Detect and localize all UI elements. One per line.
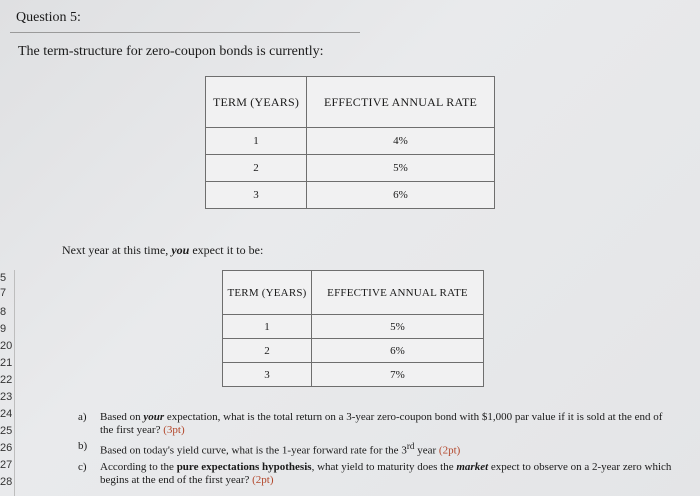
gutter-number: 21 — [0, 357, 13, 369]
term-header: TERM (YEARS) — [206, 77, 307, 128]
ordinal-suffix: rd — [406, 441, 415, 451]
sub-question-label: c) — [78, 460, 87, 473]
gutter-number: 26 — [0, 442, 13, 454]
term-cell: 3 — [223, 363, 312, 387]
points-label: (2pt) — [438, 444, 461, 457]
question-emphasis: market — [456, 460, 489, 473]
rate-header: EFFECTIVE ANNUAL RATE — [307, 77, 495, 128]
gutter-number: 28 — [0, 476, 13, 488]
next-year-text — [62, 243, 263, 258]
next-year-prefix: Next year at this time, — [62, 243, 172, 257]
table-row — [223, 339, 484, 363]
table-row — [206, 155, 495, 182]
rate-header: EFFECTIVE ANNUAL RATE — [312, 271, 484, 315]
term-cell: 1 — [206, 128, 307, 155]
question-text: , what yield to maturity does the — [311, 460, 457, 473]
term-cell: 1 — [223, 315, 312, 339]
points-label: (2pt) — [252, 473, 274, 486]
term-cell: 2 — [206, 155, 307, 182]
gutter-number: 24 — [0, 408, 13, 420]
sub-question-label: b) — [78, 440, 88, 452]
current-rates-table — [205, 76, 495, 209]
sub-question-b — [78, 440, 678, 458]
sub-question-c — [78, 461, 678, 487]
question-emphasis: your — [143, 411, 165, 423]
rate-cell: 5% — [312, 315, 484, 339]
rate-cell: 6% — [312, 339, 484, 363]
gutter-number: 8 — [0, 306, 7, 318]
next-year-emphasis: you — [171, 243, 190, 257]
table-header-row — [206, 77, 495, 128]
intro-text: The term-structure for zero-coupon bonds is currently: — [18, 44, 324, 59]
question-bold: pure expectations hypothesis — [176, 460, 312, 473]
gutter-number: 25 — [0, 425, 13, 437]
term-cell: 2 — [223, 339, 312, 363]
table-row — [206, 182, 495, 209]
rate-cell: 4% — [307, 128, 495, 155]
table-row — [223, 363, 484, 387]
table-header-row — [223, 271, 484, 315]
term-cell: 3 — [206, 182, 307, 209]
expected-rates-table — [222, 270, 484, 387]
gutter-number: 7 — [0, 287, 7, 299]
points-label: (3pt) — [163, 424, 185, 436]
table-row — [206, 128, 495, 155]
question-text: year — [414, 444, 437, 457]
table-row — [223, 315, 484, 339]
gutter-number: 23 — [0, 391, 13, 403]
question-text: According to the — [100, 460, 177, 473]
rate-cell: 6% — [307, 182, 495, 209]
gutter-number: 5 — [0, 272, 7, 284]
sub-question-label: a) — [78, 411, 87, 423]
question-text: expect to observe on a 2-year zero which begins at the end of the first year? — [100, 460, 672, 486]
rate-cell: 5% — [307, 155, 495, 182]
line-number-gutter — [0, 270, 15, 496]
gutter-number: 27 — [0, 459, 13, 471]
question-title: Question 5: — [16, 10, 81, 25]
sub-question-a — [78, 411, 678, 437]
title-divider — [10, 32, 360, 33]
gutter-number: 22 — [0, 374, 13, 386]
term-header: TERM (YEARS) — [223, 271, 312, 315]
gutter-number: 9 — [0, 323, 7, 335]
question-text: Based on — [100, 411, 144, 423]
question-text: Based on today's yield curve, what is the 1-year forward rate for the 3 — [100, 444, 407, 457]
gutter-number: 20 — [0, 340, 13, 352]
question-text: expectation, what is the total return on a 3-year zero-coupon bond with $1,000 par value if it is sold at the end of the first year? — [100, 411, 663, 436]
rate-cell: 7% — [312, 363, 484, 387]
sub-questions — [78, 411, 678, 490]
next-year-suffix: expect it to be: — [189, 243, 264, 257]
